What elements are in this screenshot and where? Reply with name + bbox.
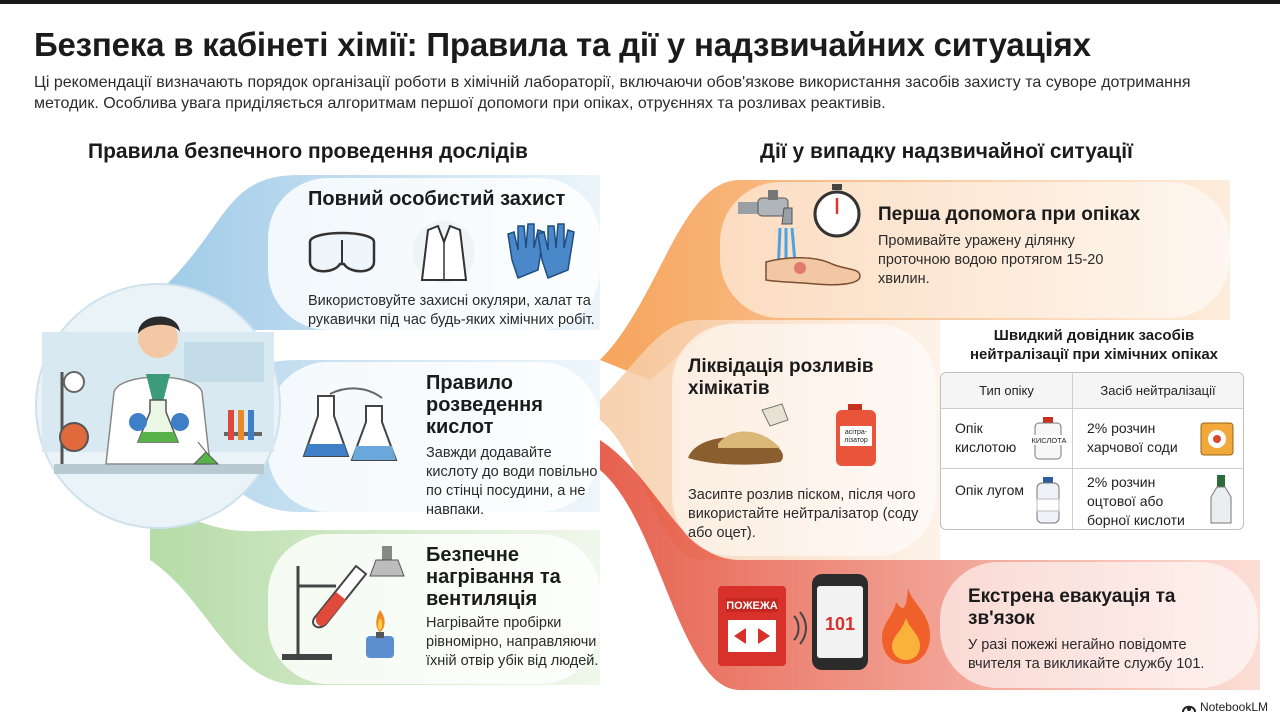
spill-text: Засипте розлив піском, після чого використайте нейтралізатор (соду або оцет). (688, 487, 919, 541)
heating-text: Нагрівайте пробірки рівномірно, направляючи їхній отвір убік від людей. (426, 615, 599, 669)
table-row (941, 409, 1243, 469)
column-header-type: Тип опіку (979, 383, 1034, 398)
table-header-row (941, 373, 1243, 409)
alkali-bottle-icon (1033, 477, 1063, 525)
evacuation-text: У разі пожежі негайно повідомте вчителя та викликайте службу 101. (968, 637, 1205, 672)
signal-icon (794, 612, 806, 644)
neutralization-table (940, 372, 1244, 530)
neutralizer-label-bottom: лізатор (844, 437, 868, 444)
acid-solution-bottle-icon (1209, 475, 1233, 525)
acid-dilution-icon (296, 388, 406, 478)
burner-icon (366, 610, 394, 658)
soda-box-icon (1199, 421, 1235, 457)
acid-bottle-label: КИСЛОТА (1031, 436, 1067, 445)
table-column-divider (1072, 373, 1073, 529)
acid-dilution-title: Правило розведення кислот (426, 372, 543, 438)
burn-aid-title: Перша допомога при опіках (878, 204, 1141, 225)
burn-type-acid: Опік кислотою (955, 420, 1017, 455)
phone-icon (812, 574, 868, 670)
notebooklm-icon (1182, 701, 1196, 713)
remedy-alkali: 2% розчин оцтової або борної кислоти (1087, 474, 1185, 528)
acid-bottle-icon (1029, 417, 1069, 463)
left-column-heading: Правила безпечного проведення дослідів (88, 140, 528, 163)
heating-title: Безпечне нагрівання та вентиляція (426, 544, 561, 610)
spill-icons (684, 404, 894, 474)
table-row (941, 469, 1243, 530)
fire-icon (882, 588, 930, 664)
page-title: Безпека в кабінеті хімії: Правила та дії у надзвичайних ситуаціях (34, 26, 1091, 63)
page-intro: Ці рекомендації визначають порядок організації роботи в хімічній лабораторії, включаючи обов'язкове використання засобів захисту та суворе дотримання методик. Особлива увага приділяється алгоритмам першої допомоги при опіках, отруєннях та розливах реактивів. (34, 74, 1191, 112)
reference-table-heading: Швидкий довідник засобів нейтралізації при хімічних опіках (969, 327, 1218, 363)
column-header-remedy: Засіб нейтралізації (1100, 383, 1216, 398)
evacuation-icons (716, 574, 940, 674)
test-tube-icon (313, 566, 366, 627)
lab-coat-icon (413, 221, 475, 283)
fire-alarm-icon (718, 586, 786, 666)
scientist-illustration (34, 282, 282, 530)
heating-ventilation-icons (276, 546, 416, 664)
remedy-acid: 2% розчин харчової соди (1087, 420, 1178, 455)
fire-alarm-text: ПОЖЕЖА (726, 600, 778, 612)
hand-icon (766, 258, 860, 285)
neutralizer-bottle-icon (836, 404, 876, 466)
gloves-icon (508, 224, 574, 278)
protection-card-title: Повний особистий захист (308, 188, 566, 210)
right-column-heading: Дії у випадку надзвичайної ситуації (760, 140, 1133, 163)
spill-title: Ліквідація розливів хімікатів (688, 356, 874, 399)
protection-icons (304, 220, 584, 288)
burn-first-aid-icons (736, 184, 864, 302)
protection-card-text: Використовуйте захисні окуляри, халат та рукавички під час будь-яких хімічних робіт. (308, 293, 595, 328)
notebooklm-logo (1182, 700, 1268, 714)
acid-dilution-text: Завжди додавайте кислоту до води повільно по стінці посудини, а не навпаки. (426, 445, 598, 518)
evacuation-title: Екстрена евакуація та зв'язок (968, 586, 1176, 629)
neutralizer-label-top: асітра- (844, 429, 868, 436)
stopwatch-icon (815, 184, 859, 236)
goggles-icon (310, 233, 374, 271)
phone-number: 101 (824, 614, 856, 634)
hood-icon (370, 546, 404, 576)
sand-pile-icon (688, 404, 788, 465)
burn-type-alkali: Опік лугом (955, 482, 1024, 498)
brand-name: NotebookLM (1199, 700, 1268, 714)
burn-aid-text: Промивайте уражену ділянку проточною водою протягом 15-20 хвилин. (878, 233, 1104, 287)
